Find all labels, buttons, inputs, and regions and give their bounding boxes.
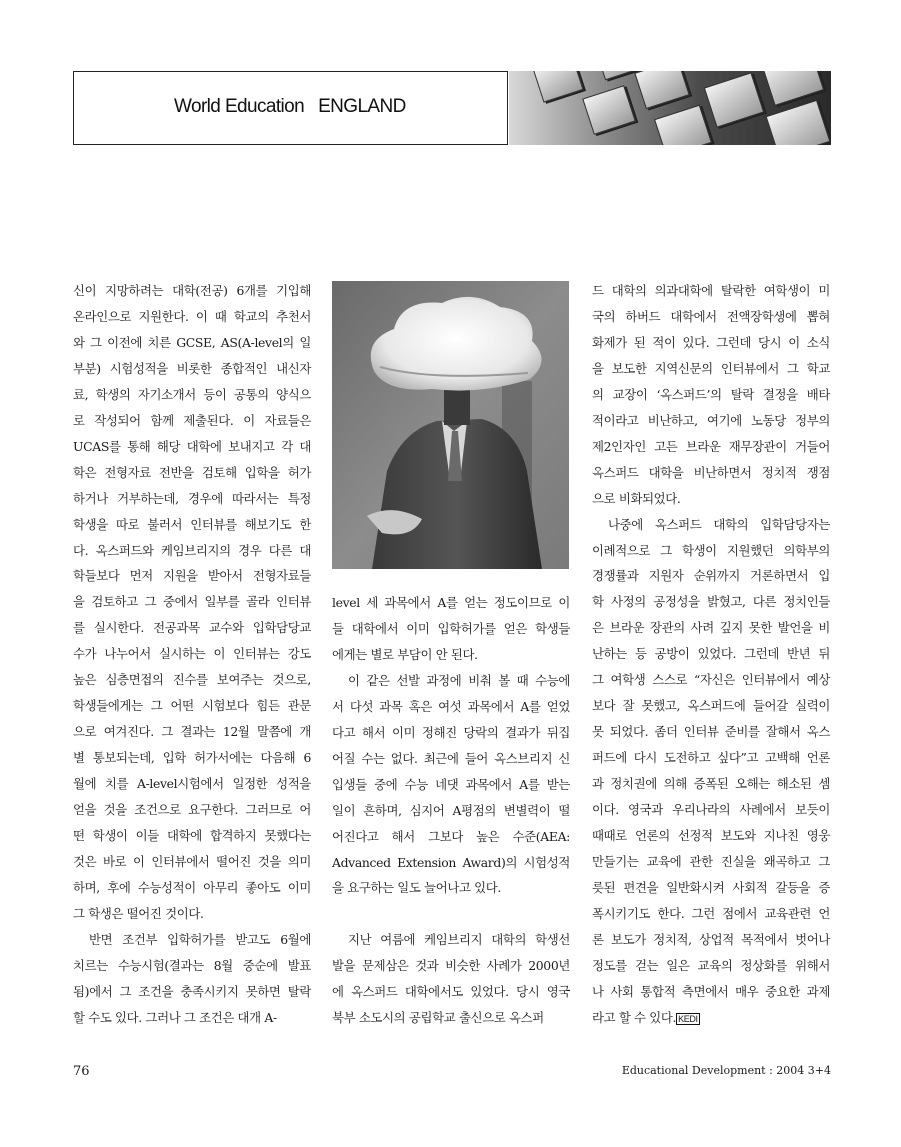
text-line: 이다. 영국과 우리나라의 사례에서 보듯이 <box>592 802 830 818</box>
text-line: 폭시키기도 한다. 그런 점에서 교육관련 언 <box>592 905 830 921</box>
text-line: 떤 학생이 이들 대학에 합격하지 못했다는 <box>73 828 311 844</box>
text-line: level 세 과목에서 A를 얻는 정도이므로 이 <box>332 595 570 610</box>
text-line: 이 같은 선발 과정에 비춰 볼 때 수능에 <box>348 672 570 688</box>
text-line: 학생들에게는 그 어떤 시험보다 힘든 관문 <box>73 698 311 714</box>
text-line: 것은 바로 이 인터뷰에서 떨어진 것을 의미 <box>73 853 311 869</box>
text-line: 료, 학생의 자기소개서 등이 공통의 양식으 <box>73 386 311 402</box>
keyboard-key <box>654 105 712 145</box>
text-line: 못 되었다. 좀더 인터뷰 준비를 잘해서 옥스 <box>592 724 830 740</box>
page-number: 76 <box>73 1064 90 1079</box>
text-line: 신이 지망하려는 대학(전공) 6개를 기입해 <box>73 283 311 298</box>
text-line: 수가 나누어서 실시하는 이 인터뷰는 강도 <box>73 646 311 662</box>
text-line: 경쟁률과 지원자 순위까지 거론하면서 입 <box>592 568 830 584</box>
text-line: 만들기는 교육에 관한 진실을 왜곡하고 그 <box>592 853 830 869</box>
text-line: 나 사회 통합적 측면에서 매우 중요한 과제 <box>592 983 830 999</box>
text-line: 국의 하버드 대학에서 전액장학생에 뽑혀 <box>592 308 830 324</box>
text-line: Advanced Extension Award)의 시험성적 <box>332 854 570 870</box>
text-column-3 <box>592 278 830 1033</box>
text-line: 반면 조건부 입학허가를 받고도 6월에 <box>89 931 311 947</box>
text-line: 서 다섯 과목 혹은 여섯 과목에서 A를 얻었 <box>332 698 570 714</box>
text-line: 발을 문제삼은 것과 비슷한 사례가 2000년 <box>332 958 570 974</box>
text-line: 과 정치권에 의해 증폭된 오해는 해소된 셈 <box>592 776 830 792</box>
text-line: 의 교장이 ‘옥스퍼드’의 탈락 결정을 배타 <box>592 386 830 402</box>
text-line: 그 여학생 스스로 “자신은 인터뷰에서 예상 <box>592 672 830 688</box>
text-line: 에게는 별로 부담이 안 된다. <box>332 646 478 662</box>
keyboard-header-image <box>509 71 831 145</box>
text-line: 북부 소도시의 공립학교 출신으로 옥스퍼 <box>332 1010 544 1026</box>
text-line: 을 요구하는 일도 늘어나고 있다. <box>332 880 501 896</box>
cloud-head-illustration <box>332 281 569 569</box>
text-line: 때때로 언론의 선정적 보도와 지나친 영웅 <box>592 828 830 844</box>
text-line: 에 옥스퍼드 대학에서도 있었다. 당시 영국 <box>332 984 570 1000</box>
kedi-end-mark: KEDI <box>678 1013 698 1024</box>
text-line: 할 수도 있다. 그러나 그 조건은 대개 A- <box>73 1009 277 1025</box>
text-line: 와 그 이전에 치른 GCSE, AS(A-level의 일 <box>73 334 311 350</box>
text-column-1 <box>73 278 311 1031</box>
text-line: 치르는 수능시험(결과는 8월 중순에 발표 <box>73 957 311 973</box>
text-line: 그 학생은 떨어진 것이다. <box>73 905 204 921</box>
text-line: 월에 치를 A-level시험에서 일정한 성적을 <box>73 776 311 792</box>
text-line: 화제가 된 적이 있다. 그런데 당시 이 소식 <box>592 334 830 350</box>
text-line: 릇된 편견을 일반화시켜 사회적 갈등을 증 <box>592 879 830 895</box>
text-line: 은 브라운 장관의 사려 깊지 못한 발언을 비 <box>592 620 830 636</box>
keyboard-key <box>704 72 765 127</box>
text-line: 이례적으로 그 학생이 지원했던 의학부의 <box>592 542 830 558</box>
text-line: 어진다고 해서 그보다 높은 수준(AEA: <box>332 828 570 844</box>
text-line: 하며, 후에 수능성적이 아무리 좋아도 이미 <box>73 879 311 895</box>
text-line: 학들보다 먼저 지원을 받아서 전형자료들 <box>73 568 311 584</box>
text-line: 얻을 것을 조건으로 요구한다. 그러므로 어 <box>73 802 311 818</box>
header-box <box>73 71 508 145</box>
cloud-head-figure-image <box>332 281 569 569</box>
text-line: 옥스퍼드 대학을 비난하면서 정치적 쟁점 <box>592 464 830 480</box>
text-line: 학생을 따로 불러서 인터뷰를 해보기도 한 <box>73 516 311 532</box>
text-line: 적이라고 비난하고, 여기에 노동당 정부의 <box>592 412 830 428</box>
section-title: World Education ENGLAND <box>174 96 406 117</box>
text-line: 난하는 등 공방이 있었다. 그런데 반년 뒤 <box>592 646 830 662</box>
text-line: 으로 비화되었다. <box>592 490 681 506</box>
keyboard-key <box>532 71 583 103</box>
keyboard-key <box>582 85 636 135</box>
text-line: 부분) 시험성적을 비롯한 종합적인 내신자 <box>73 360 311 376</box>
text-line: 으로 여겨진다. 그 결과는 12월 말쯤에 개 <box>73 724 311 740</box>
text-line: 다. 옥스퍼드와 케임브리지의 경우 다른 대 <box>73 542 311 558</box>
text-line: 들 대학에서 이미 입학허가를 얻은 학생들 <box>332 620 570 636</box>
text-line: 로 작성되어 함께 제출된다. 이 자료들은 <box>73 412 311 428</box>
text-line: 드 대학의 의과대학에 탈락한 여학생이 미 <box>592 283 830 298</box>
text-line: 온라인으로 지원한다. 이 때 학교의 추천서 <box>73 308 311 324</box>
keyboard-key <box>634 71 689 109</box>
text-line: 보다 잘 못했고, 옥스퍼드에 들어갈 실력이 <box>592 698 830 714</box>
text-line: 를 실시한다. 전공과목 교수와 입학담당교 <box>73 620 311 636</box>
text-line: 을 검토하고 그 중에서 일부를 골라 인터뷰 <box>73 594 311 610</box>
text-column-2 <box>332 590 570 1031</box>
text-line: 퍼드에 다시 도전하고 싶다”고 고백해 언론 <box>592 750 830 766</box>
text-line: 나중에 옥스퍼드 대학의 입학담당자는 <box>608 516 830 532</box>
text-line: 하거나 거부하는데, 경우에 따라서는 특정 <box>73 490 311 506</box>
text-line: 을 보도한 지역신문의 인터뷰에서 그 학교 <box>592 360 830 376</box>
text-line: 입생들 중에 수능 네댓 과목에서 A를 받는 <box>332 776 570 792</box>
text-line: 별 통보되는데, 입학 허가서에는 다음해 6 <box>73 750 311 766</box>
paragraph-gap <box>332 901 570 927</box>
text-line: 다고 해서 이미 정해진 당락의 결과가 뒤집 <box>332 724 570 740</box>
text-line: 어질 수는 없다. 최근에 들어 옥스브리지 신 <box>332 750 570 766</box>
text-line: 라고 할 수 있다. KEDI <box>592 1009 698 1025</box>
keyboard-key <box>766 100 831 145</box>
text-line: 론 보도가 정치적, 상업적 목적에서 벗어나 <box>592 931 830 947</box>
text-line: 제2인자인 고든 브라운 재무장관이 거들어 <box>592 438 830 454</box>
text-line: 높은 심층면접의 진수를 보여주는 것으로, <box>73 672 311 688</box>
text-line: 정도를 걷는 일은 교육의 정상화를 위해서 <box>592 957 830 973</box>
magazine-name: Educational Development : 2004 3+4 <box>621 1064 831 1077</box>
text-line: 됨)에서 그 조건을 충족시키지 못하면 탈락 <box>73 983 311 999</box>
text-line: 학 사정의 공정성을 밝혔고, 다른 정치인들 <box>592 594 830 610</box>
text-line: 학은 전형자료 전반을 검토해 입학을 허가 <box>73 464 311 480</box>
text-line: 지난 여름에 케임브리지 대학의 학생선 <box>348 932 570 948</box>
text-line: 일이 흔하며, 심지어 A평점의 변별력이 떨 <box>332 802 570 818</box>
text-line: UCAS를 통해 해당 대학에 보내지고 각 대 <box>73 438 311 454</box>
